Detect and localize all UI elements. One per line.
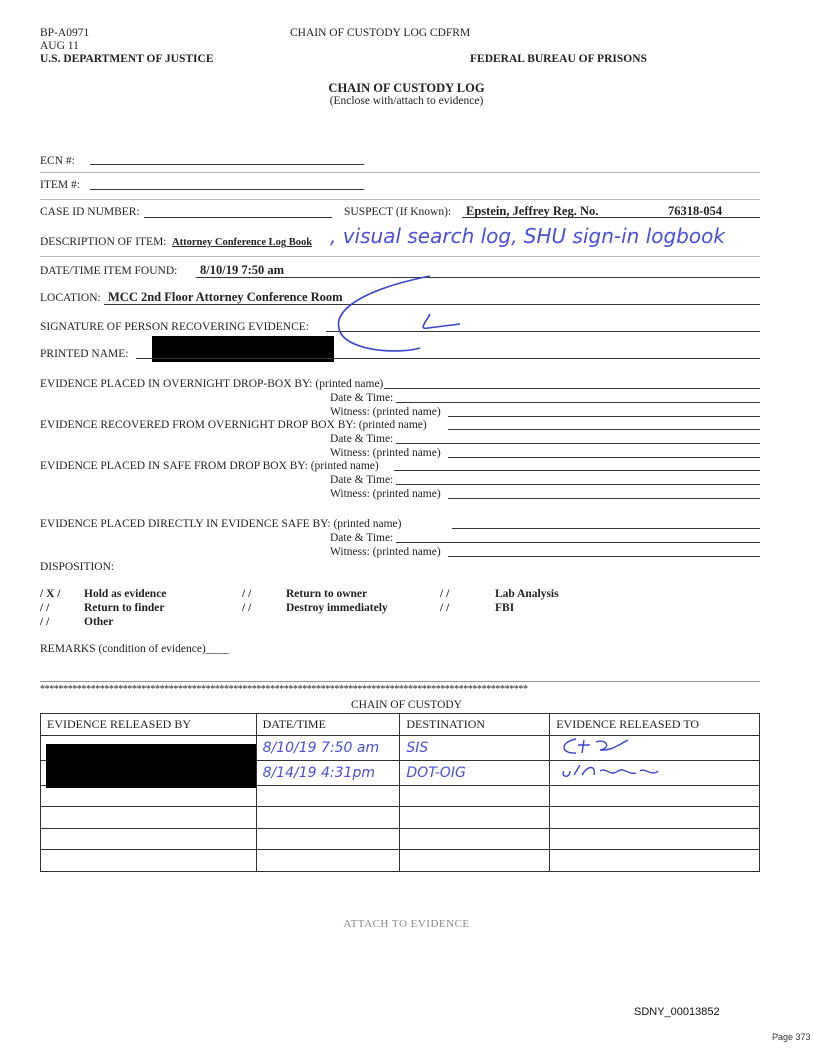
cell-destination (400, 850, 550, 872)
suspect-value: Epstein, Jeffrey Reg. No. (466, 204, 599, 218)
disposition-mark: / / (40, 602, 50, 614)
location-value: MCC 2nd Floor Attorney Conference Room (108, 290, 343, 304)
disposition-option-lab: Lab Analysis (495, 588, 559, 600)
cell-destination: SIS (400, 735, 550, 760)
entry-line (396, 484, 760, 485)
description-label: DESCRIPTION OF ITEM: (40, 236, 167, 248)
witness-label: Witness: (printed name) (330, 546, 441, 558)
entry-line (394, 470, 760, 471)
witness-label: Witness: (printed name) (330, 488, 441, 500)
entry-line (448, 498, 760, 499)
cell-date-time (256, 785, 400, 807)
item-line (90, 189, 364, 190)
table-row (41, 807, 760, 829)
reg-no: 76318-054 (668, 204, 723, 218)
column-header: EVIDENCE RELEASED BY (41, 714, 257, 736)
divider (40, 256, 760, 257)
entry-line (396, 542, 760, 543)
form-code: CHAIN OF CUSTODY LOG CDFRM (290, 27, 471, 39)
item-label: ITEM #: (40, 179, 80, 191)
date-time-label: Date & Time: (330, 433, 394, 445)
cell-released-by (41, 807, 257, 829)
directly-in-safe-label: EVIDENCE PLACED DIRECTLY IN EVIDENCE SAFE BY: (printed name) (40, 518, 402, 530)
cell-released-by (41, 828, 257, 850)
disposition-option-return-finder: Return to finder (84, 602, 165, 614)
entry-line (448, 429, 760, 430)
cell-released-by (41, 850, 257, 872)
form-date: AUG 11 (40, 40, 79, 52)
cell-released-to (550, 850, 760, 872)
disposition-mark: / X / (40, 588, 61, 600)
table-row (41, 850, 760, 872)
cell-destination: DOT-OIG (400, 760, 550, 785)
star-separator: ********************************************************************************************************** (40, 684, 528, 695)
custody-table-title: CHAIN OF CUSTODY (351, 699, 462, 711)
safe-from-dropbox-label: EVIDENCE PLACED IN SAFE FROM DROP BOX BY: (printed name) (40, 460, 379, 472)
date-found-label: DATE/TIME ITEM FOUND: (40, 265, 178, 277)
printed-name-line (136, 358, 760, 359)
table-header-row (41, 714, 760, 736)
redaction-box (46, 744, 256, 788)
entry-line (396, 402, 760, 403)
bureau: FEDERAL BUREAU OF PRISONS (470, 53, 647, 65)
signature-label: SIGNATURE OF PERSON RECOVERING EVIDENCE: (40, 321, 309, 333)
entry-line (384, 388, 760, 389)
cell-released-to (550, 760, 760, 785)
entry-line (452, 528, 760, 529)
cell-released-by (41, 785, 257, 807)
entry-line (448, 416, 760, 417)
entry-line (396, 443, 760, 444)
suspect-label: SUSPECT (If Known): (344, 206, 452, 218)
printed-name-label: PRINTED NAME: (40, 348, 129, 360)
disposition-mark: / / (440, 588, 450, 600)
cell-date-time (256, 807, 400, 829)
divider (40, 681, 760, 682)
cell-date-time: 8/14/19 4:31pm (256, 760, 400, 785)
witness-label: Witness: (printed name) (330, 406, 441, 418)
disposition-label: DISPOSITION: (40, 561, 115, 573)
description-typed: Attorney Conference Log Book (172, 237, 313, 248)
suspect-line (462, 217, 760, 218)
cell-destination (400, 828, 550, 850)
cell-released-to (550, 828, 760, 850)
bates-number: SDNY_00013852 (634, 1006, 720, 1018)
table-row (41, 828, 760, 850)
table-row (41, 785, 760, 807)
disposition-mark: / / (440, 602, 450, 614)
entry-line (448, 556, 760, 557)
cell-released-to (550, 807, 760, 829)
page-title: CHAIN OF CUSTODY LOG (328, 81, 485, 95)
cell-destination (400, 807, 550, 829)
cell-date-time: 8/10/19 7:50 am (256, 735, 400, 760)
disposition-option-other: Other (84, 616, 114, 628)
cell-released-to (550, 735, 760, 760)
department: U.S. DEPARTMENT OF JUSTICE (40, 53, 214, 65)
entry-line (448, 457, 760, 458)
divider (40, 199, 760, 200)
column-header: DESTINATION (400, 714, 550, 736)
description-handwritten: , visual search log, SHU sign-in logbook (330, 224, 725, 248)
released-to-signature (556, 761, 666, 781)
overnight-recovered-label: EVIDENCE RECOVERED FROM OVERNIGHT DROP BOX BY: (printed name) (40, 419, 427, 431)
disposition-mark: / / (40, 616, 50, 628)
disposition-option-destroy: Destroy immediately (286, 602, 388, 614)
disposition-option-fbi: FBI (495, 602, 515, 614)
overnight-placed-label: EVIDENCE PLACED IN OVERNIGHT DROP-BOX BY: (printed name) (40, 378, 384, 390)
custody-table (40, 713, 760, 872)
date-found-value: 8/10/19 7:50 am (200, 263, 285, 277)
date-time-label: Date & Time: (330, 474, 394, 486)
page-subtitle: (Enclose with/attach to evidence) (329, 95, 484, 107)
case-id-label: CASE ID NUMBER: (40, 206, 140, 218)
case-id-line (144, 217, 332, 218)
released-to-signature (556, 736, 646, 756)
divider (40, 172, 760, 173)
witness-label: Witness: (printed name) (330, 447, 441, 459)
location-label: LOCATION: (40, 292, 101, 304)
cell-date-time (256, 850, 400, 872)
cell-released-to (550, 785, 760, 807)
disposition-option-return-owner: Return to owner (286, 588, 368, 600)
column-header: EVIDENCE RELEASED TO (550, 714, 760, 736)
form-id: BP-A0971 (40, 27, 90, 39)
disposition-option-hold: Hold as evidence (84, 588, 167, 600)
date-time-label: Date & Time: (330, 392, 394, 404)
page-number: Page 373 (772, 1032, 811, 1042)
date-time-label: Date & Time: (330, 532, 394, 544)
cell-date-time (256, 828, 400, 850)
signature-scribble (310, 268, 500, 364)
attach-to-evidence: ATTACH TO EVIDENCE (343, 918, 470, 930)
column-header: DATE/TIME (256, 714, 400, 736)
disposition-mark: / / (242, 588, 252, 600)
disposition-mark: / / (242, 602, 252, 614)
ecn-label: ECN #: (40, 155, 75, 167)
remarks-label: REMARKS (condition of evidence)____ (40, 643, 229, 655)
cell-destination (400, 785, 550, 807)
ecn-line (90, 164, 364, 165)
